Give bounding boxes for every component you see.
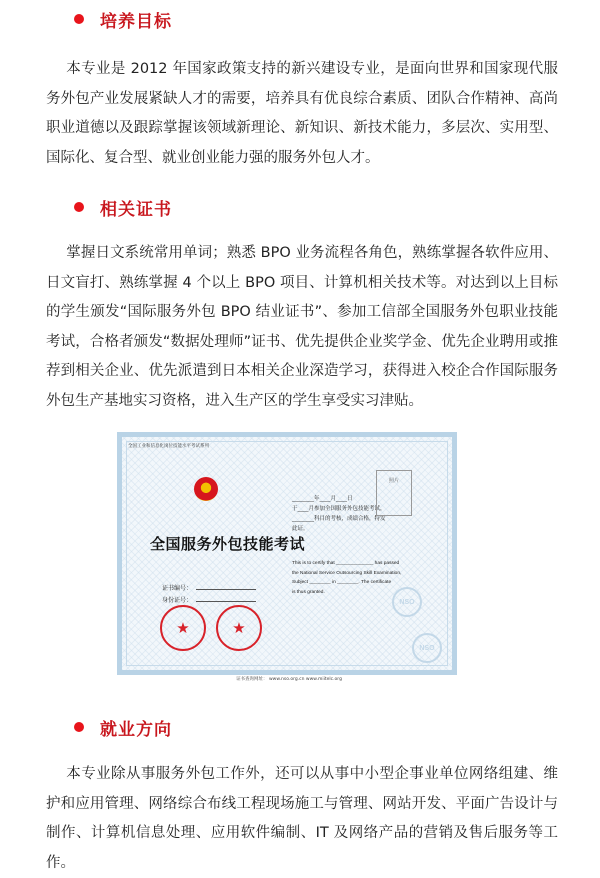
- certificate-en-line: the National Service Outsourcing Skill Examination,: [292, 570, 402, 576]
- bullet-icon: [74, 202, 84, 212]
- bullet-icon: [74, 722, 84, 732]
- certificate-id-field: [162, 595, 256, 604]
- certificate-footer: 证书查询网址： www.nso.org.cn www.miitelc.org: [236, 677, 342, 682]
- certificate-id-label: 身份证号：: [162, 597, 193, 604]
- section-title: 相关证书: [100, 199, 172, 220]
- section-paragraph-certificates: 掌握日文系统常用单词；熟悉 BPO 业务流程各角色，熟练掌握各软件应用、日文盲打、熟练掌握 4 个以上 BPO 项目、计算机相关技术等。对达到以上目标的学生颁发“国际服务外包 BPO 结业证书”、参加工信部全国服务外包职业技能考试，合格者颁发“数据处理师”证书、优先提供企业奖学金、优先企业聘用或推荐到相关企业、优先派遣到日本相关企业深造学习，获得进入校企合作国际服务外包生产基地实习资格，进入生产区的学生享受实习津贴。: [46, 245, 558, 409]
- section-title: 培养目标: [100, 11, 172, 32]
- nso-watermark-icon: NSO: [392, 587, 422, 617]
- section-paragraph-training-goal: 本专业是 2012 年国家政策支持的新兴建设专业，是面向世界和国家现代服务外包产业发展紧缺人才的需要，培养具有优良综合素质、团队合作精神、高尚职业道德以及跟踪掌握该领域新理论、新知识、新技术能力，多层次、实用型、国际化、复合型、就业创业能力强的服务外包人才。: [46, 61, 558, 166]
- section-heading-certificates: [74, 193, 172, 221]
- certificate-cn-line: 于____月参加全国服务外包技能考试，: [292, 506, 386, 512]
- certificate-title: 全国服务外包技能考试: [150, 535, 306, 553]
- certificate-cn-line: ________年____月____日: [292, 496, 353, 502]
- section-heading-employment: [74, 713, 172, 741]
- bullet-icon: [74, 14, 84, 24]
- section-paragraph-employment: 本专业除从事服务外包工作外，还可以从事中小型企事业单位网络组建、维护和应用管理、网络综合布线工程现场施工与管理、网站开发、平面广告设计与制作、计算机信息处理、应用软件编制、IT 及网络产品的营销及售后服务等工作。: [46, 766, 558, 871]
- certificate-en-line: Subject ________ in ________. The certificate: [292, 580, 392, 585]
- official-seal-icon: ★: [216, 605, 262, 651]
- certificate-image: [113, 426, 465, 688]
- national-emblem-icon: [194, 477, 218, 501]
- section-title: 就业方向: [100, 719, 172, 740]
- certificate-series: 全国工业和信息化岗位技能水平考试系列: [128, 444, 209, 449]
- certificate-card: [117, 432, 457, 675]
- photo-placeholder: 照片: [376, 470, 412, 516]
- certificate-number-label: 证书编号：: [162, 585, 193, 592]
- certificate-number-field: [162, 583, 256, 592]
- certificate-cn-line: ________科目的考核，成绩合格，特发: [292, 516, 386, 522]
- section-heading-training-goal: [74, 5, 172, 33]
- certificate-cn-line: 此证。: [292, 526, 309, 532]
- certificate-en-line: is thus granted.: [292, 589, 325, 595]
- certificate-en-line: This is to certify that ______________ has passed: [292, 561, 400, 566]
- official-seal-icon: ★: [160, 605, 206, 651]
- nso-watermark-icon: NSO: [412, 633, 442, 663]
